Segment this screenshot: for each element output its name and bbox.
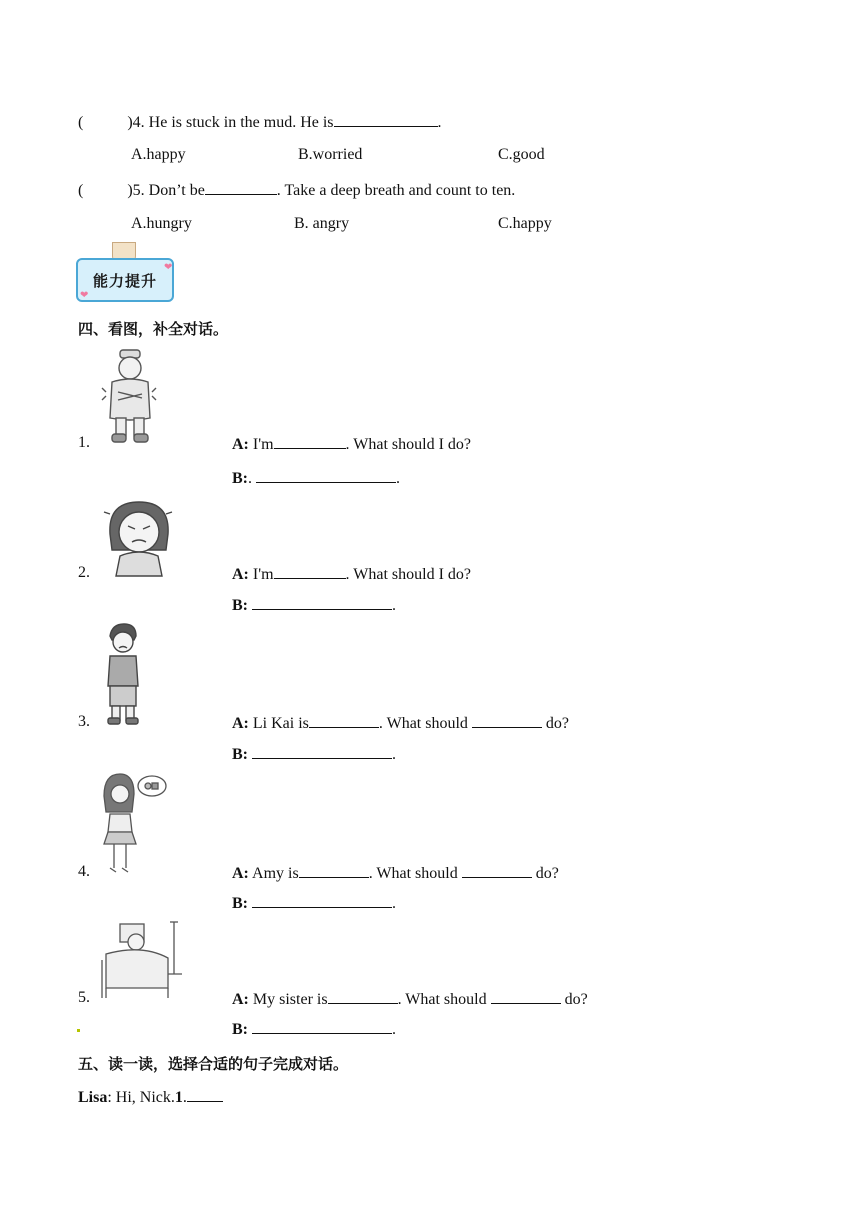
item-3-line-b: [232, 744, 396, 764]
line-a-text: I'm: [248, 566, 274, 583]
fill-blank[interactable]: [462, 863, 532, 878]
item-5-number: 5.: [78, 989, 90, 1006]
line-a-text-mid: . What should: [397, 991, 491, 1008]
question-5: [78, 180, 515, 200]
option-b: B. angry: [294, 215, 350, 232]
speaker-b-label: B:: [232, 746, 248, 763]
option-c: C.good: [498, 146, 545, 163]
line-text: : Hi, Nick.: [107, 1089, 175, 1106]
option-c: C.happy: [498, 215, 552, 232]
item-3-line-a: [232, 713, 569, 733]
line-b-text-end: .: [392, 895, 396, 912]
item-4-line-b: [232, 893, 396, 913]
line-a-text: I'm: [248, 436, 274, 453]
item-5-line-b: [232, 1019, 396, 1039]
speaker-a-label: A:: [232, 991, 249, 1008]
speaker-b-label: B:: [232, 895, 248, 912]
speaker-a-label: A:: [232, 436, 249, 453]
line-a-text: Li Kai is: [248, 715, 309, 732]
sad-boy-picture: [100, 622, 146, 728]
blank-dot: .: [182, 1089, 187, 1106]
answer-paren-close: ): [127, 114, 133, 131]
item-5-line-a: [232, 989, 588, 1009]
fill-blank[interactable]: [252, 1019, 392, 1034]
item-1-number: 1.: [78, 434, 90, 451]
line-a-text-end: . What should I do?: [345, 436, 472, 453]
fill-blank[interactable]: [334, 112, 438, 127]
item-1-line-b: [232, 468, 400, 488]
badge-label: 能力提升: [92, 271, 157, 290]
answer-paren-open: (: [78, 114, 84, 131]
fill-blank[interactable]: [328, 989, 398, 1004]
marker-dot: [77, 1029, 80, 1032]
fill-blank[interactable]: [252, 893, 392, 908]
fill-blank[interactable]: [205, 180, 277, 195]
fill-blank[interactable]: [472, 713, 542, 728]
line-a-text-end: do?: [560, 991, 588, 1008]
line-b-text-end: .: [392, 746, 396, 763]
line-a-text-mid: . What should: [368, 865, 462, 882]
heart-icon: ❤: [80, 290, 89, 301]
item-2-line-b: [232, 595, 396, 615]
fill-blank[interactable]: [274, 434, 346, 449]
angry-girl-picture: [100, 494, 178, 580]
fill-blank[interactable]: [252, 744, 392, 759]
speaker-a-label: A:: [232, 715, 249, 732]
speaker-lisa: Lisa: [78, 1089, 108, 1106]
hungry-girl-picture: [98, 772, 168, 876]
line-a-text-end: do?: [541, 715, 570, 732]
cold-person-picture: [98, 348, 162, 446]
question-4: [78, 112, 442, 132]
item-2-line-a: [232, 564, 471, 584]
speaker-a-label: A:: [232, 865, 249, 882]
item-4-number: 4.: [78, 863, 90, 880]
fill-blank[interactable]: [299, 863, 369, 878]
fill-blank[interactable]: [491, 989, 561, 1004]
fill-blank[interactable]: [309, 713, 379, 728]
answer-blank[interactable]: [83, 181, 127, 195]
line-a-text-end: . What should I do?: [345, 566, 472, 583]
speaker-a-label: A:: [232, 566, 249, 583]
answer-paren-open: (: [78, 182, 84, 199]
sick-in-bed-picture: [98, 918, 186, 1000]
line-b-text-end: .: [392, 597, 396, 614]
heart-icon: ❤: [164, 262, 173, 273]
option-a: A.hungry: [131, 215, 192, 232]
line-a-text-mid: . What should: [378, 715, 472, 732]
fill-blank[interactable]: [252, 595, 392, 610]
line-a-text: Amy is: [248, 865, 299, 882]
line-a-text: My sister is: [248, 991, 328, 1008]
fill-blank[interactable]: [187, 1087, 223, 1102]
question-text: 4. He is stuck in the mud. He is: [132, 114, 334, 131]
section-4-title: 四、看图，补全对话。: [78, 320, 229, 338]
dialogue-line-1: [78, 1087, 223, 1107]
answer-paren-close: ): [127, 182, 133, 199]
answer-blank[interactable]: [83, 113, 127, 127]
option-b: B.worried: [298, 146, 363, 163]
speaker-b-label: B:: [232, 1021, 248, 1038]
question-text-end: .: [437, 114, 442, 131]
blank-number: 1: [174, 1089, 183, 1106]
section-5-title: 五、读一读，选择合适的句子完成对话。: [78, 1055, 349, 1073]
item-2-number: 2.: [78, 564, 90, 581]
line-b-text: .: [248, 470, 256, 487]
fill-blank[interactable]: [274, 564, 346, 579]
ability-badge: [76, 258, 174, 302]
option-a: A.happy: [131, 146, 186, 163]
fill-blank[interactable]: [256, 468, 396, 483]
question-text: 5. Don’t be: [132, 182, 205, 199]
line-b-text-end: .: [392, 1021, 396, 1038]
speaker-b-label: B:: [232, 597, 248, 614]
question-text-end: . Take a deep breath and count to ten.: [276, 182, 516, 199]
item-3-number: 3.: [78, 713, 90, 730]
item-4-line-a: [232, 863, 559, 883]
line-a-text-end: do?: [531, 865, 559, 882]
speaker-b-label: B:: [232, 470, 248, 487]
line-b-text-end: .: [396, 470, 400, 487]
item-1-line-a: [232, 434, 471, 454]
